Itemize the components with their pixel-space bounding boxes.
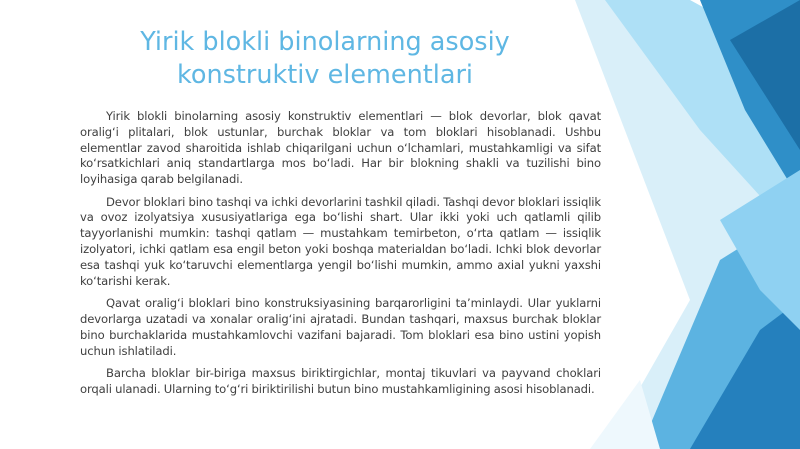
slide-title-line-1: Yirik blokli binolarning asosiy: [140, 27, 510, 57]
body-paragraph-4: Barcha bloklar bir-biriga maxsus biriktirgichlar, montaj tikuvlari va payvand choklari orqali ulanadi. Ularning to‘g‘ri biriktirilishi butun bino mustahkamligining asosi hisoblanadi.: [80, 366, 601, 396]
slide-title-line-2: konstruktiv elementlari: [176, 60, 474, 90]
slide-body: [80, 109, 601, 404]
body-paragraph-2: Devor bloklari bino tashqi va ichki devorlarini tashkil qiladi. Tashqi devor bloklari issiqlik va ovoz izolyatsiya xususiyatlariga ega bo‘lishi shart. Ular ikki yoki uch qatlamli qilib tayyorlanishi mumkin: tashqi qatlam — mustahkam temirbeton, o‘rta qatlam — issiqlik izolyatori, ichki qatlam esa engil beton yoki boshqa materialdan bo‘ladi. Ichki blok devorlar esa tashqi yuk ko‘taruvchi elementlarga yengil bo‘lishi mumkin, ammo axial yukni yaxshi ko‘tarishi kerak.: [80, 194, 601, 288]
slide-title: [30, 26, 620, 92]
body-paragraph-3: Qavat oralig‘i bloklari bino konstruksiyasining barqarorligini ta’minlaydi. Ular yuklarni devorlarga uzatadi va xonalar oralig‘ini ajratadi. Bundan tashqari, maxsus burchak bloklar bino burchaklarida mustahkamlovchi vazifani bajaradi. Tom bloklari esa bino ustini yopish uchun ishlatiladi.: [80, 296, 601, 358]
body-paragraph-1: Yirik blokli binolarning asosiy konstruktiv elementlari — blok devorlar, blok qavat oralig‘i plitalari, blok ustunlar, burchak bloklar va tom bloklari hisoblanadi. Ushbu elementlar zavod sharoitida ishlab chiqarilgani uchun o‘lchamlari, mustahkamligi va sifat ko‘rsatkichlari aniq standartlarga mos bo‘ladi. Har bir blokning shakli va tuzilishi bino loyihasiga qarab belgilanadi.: [80, 109, 601, 187]
